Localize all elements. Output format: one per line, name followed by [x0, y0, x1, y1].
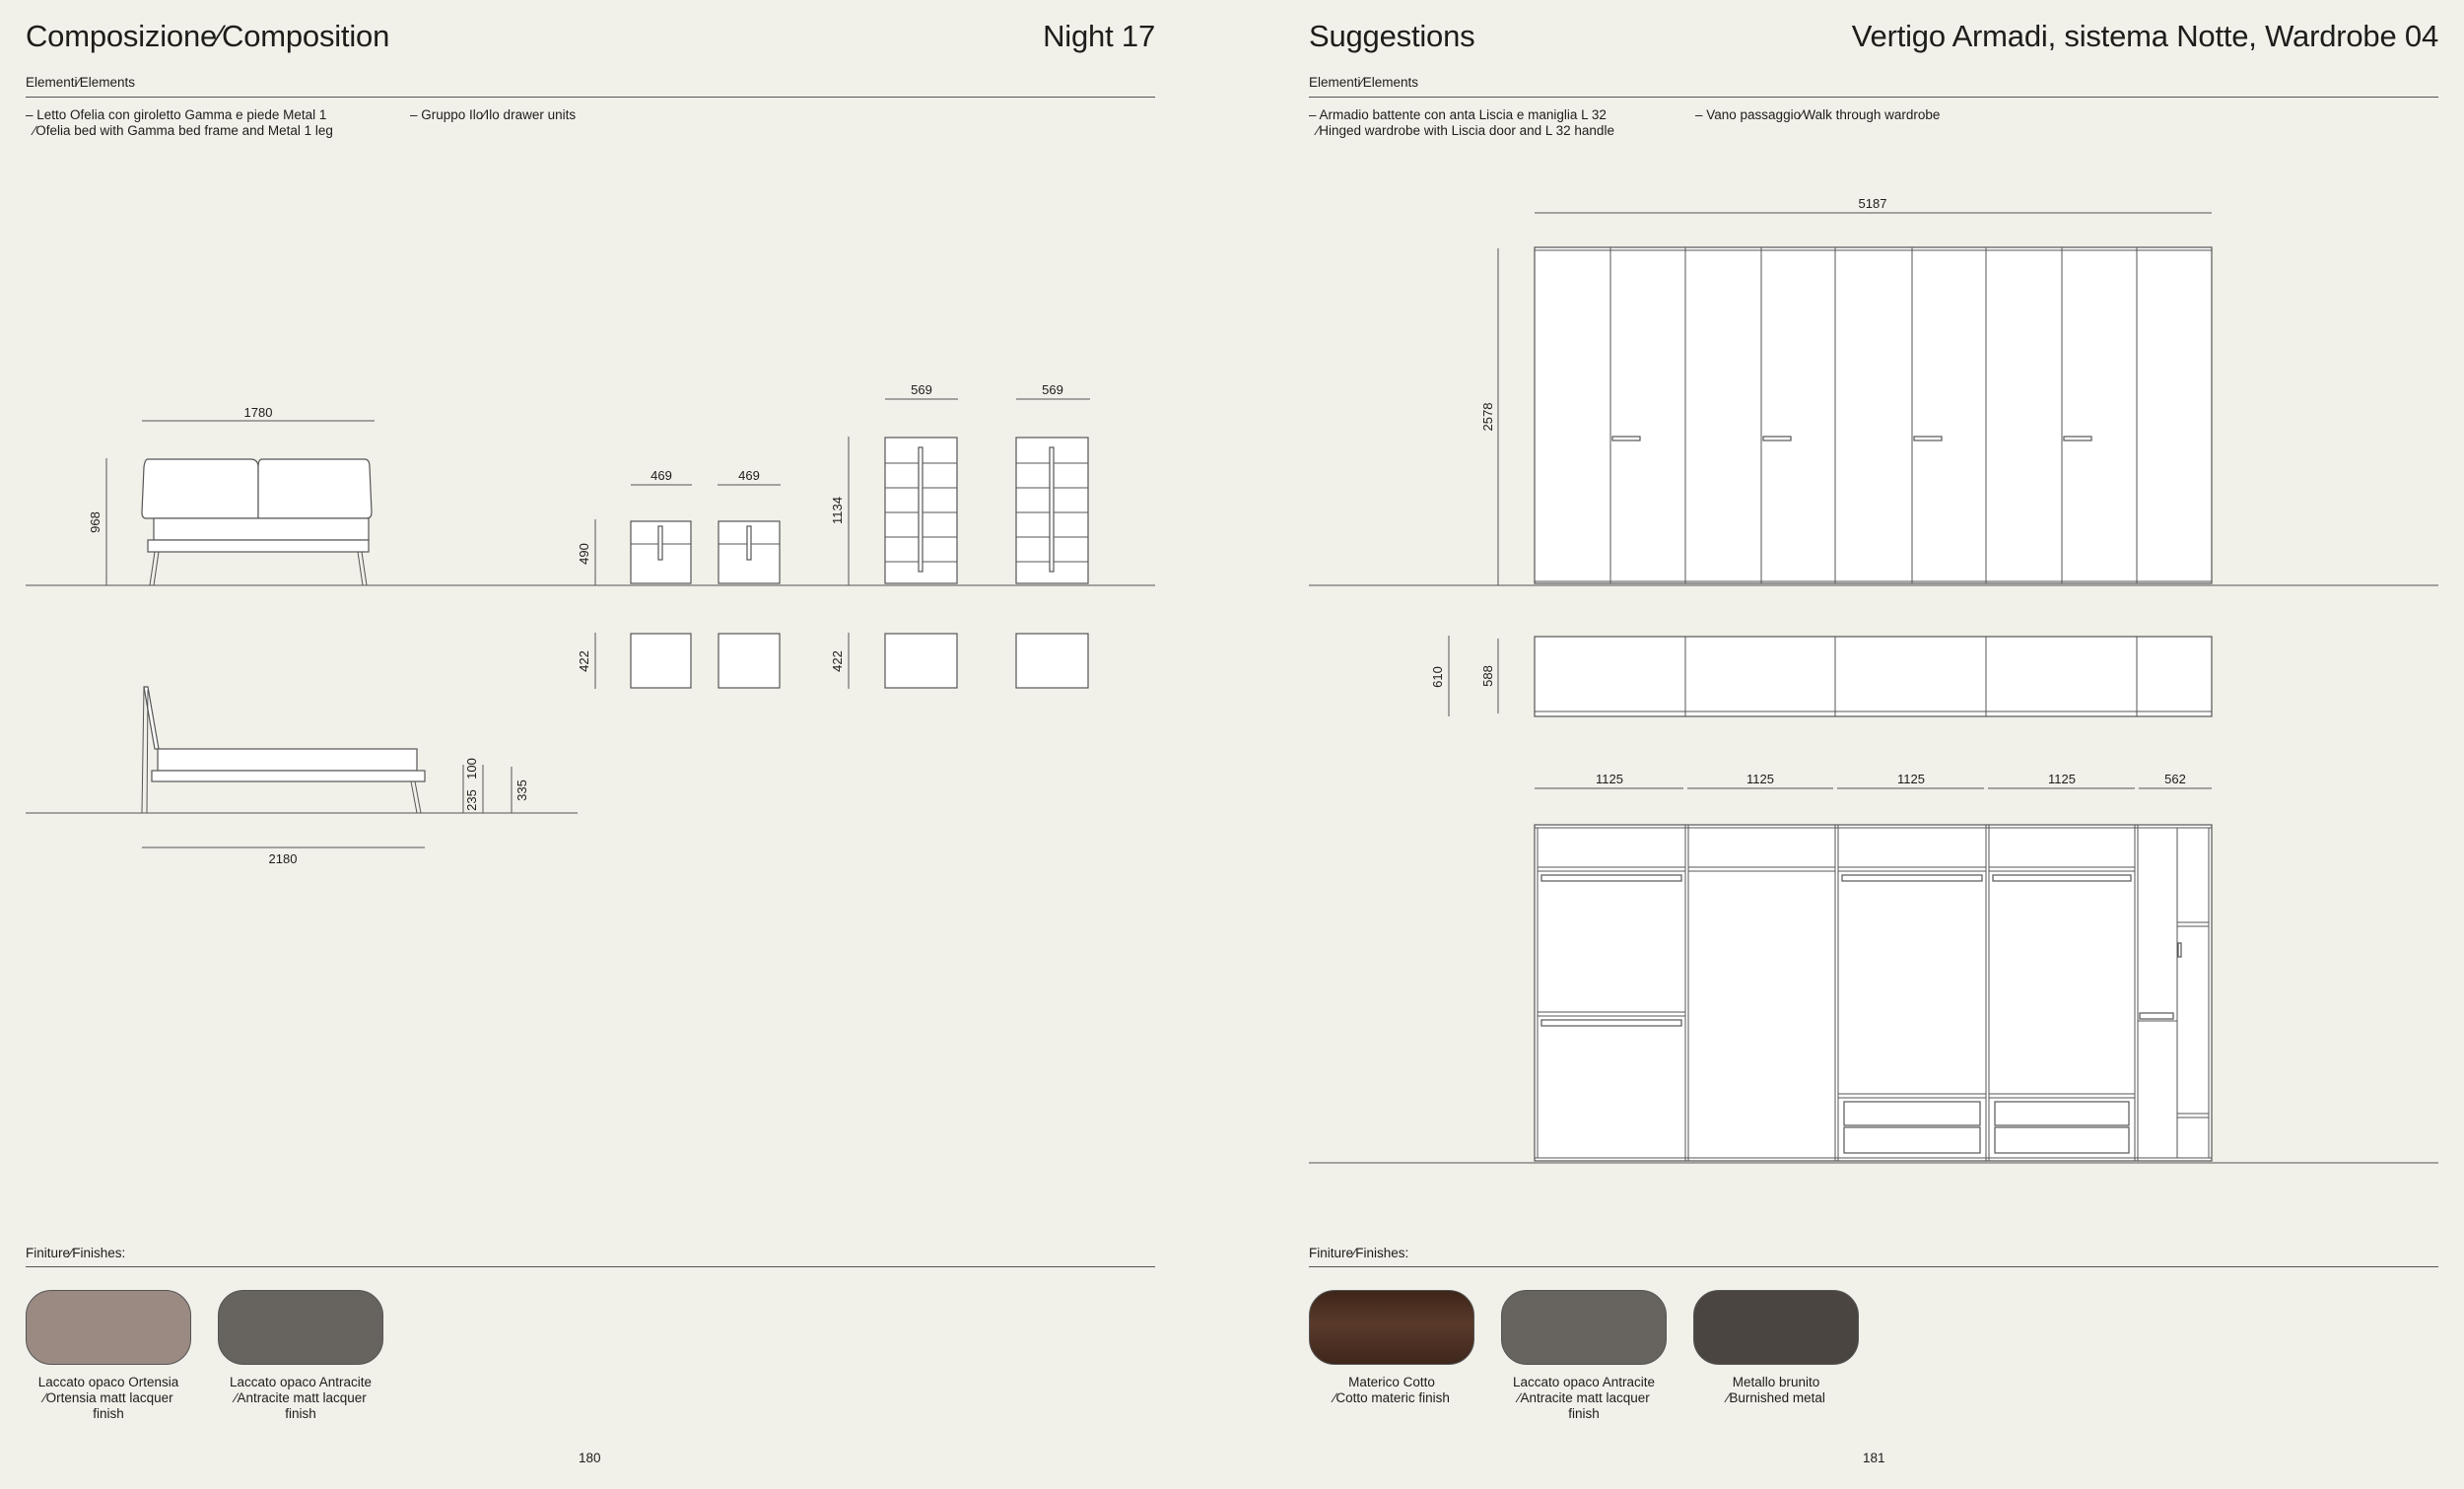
finish-label: Laccato opaco Antracite ∕Antracite matt lacquer finish: [229, 1375, 373, 1421]
product-title: Vertigo Armadi, sistema Notte, Wardrobe 04: [1851, 19, 2438, 53]
dim-chest-width: 569: [1042, 382, 1063, 397]
element-item: – Gruppo Ilo∕Ilo drawer units: [410, 107, 577, 122]
page-number-left: 180: [579, 1451, 601, 1465]
dim-bed-width: 1780: [243, 405, 273, 420]
element-item: – Vano passaggio∕Walk through wardrobe: [1695, 107, 1941, 122]
dim-module-width: 1125: [1746, 772, 1774, 786]
dim-bed-length: 2180: [268, 851, 298, 866]
elements-label-left: Elementi∕Elements: [26, 75, 136, 90]
finishes-label-right: Finiture∕Finishes:: [1309, 1246, 1409, 1260]
finish-label: Laccato opaco Ortensia ∕Ortensia matt lacquer finish: [37, 1375, 179, 1421]
dim-bed-height-detail: 335: [514, 779, 529, 801]
finish-swatch-cotto: [1309, 1290, 1474, 1365]
finish-label: Laccato opaco Antracite ∕Antracite matt lacquer finish: [1512, 1375, 1656, 1421]
finish-label: Metallo brunito ∕Burnished metal: [1727, 1375, 1825, 1405]
dim-nightstand-height: 490: [577, 543, 591, 565]
dim-module-width: 1125: [1596, 772, 1623, 786]
dim-total-width: 5187: [1858, 196, 1887, 211]
dim-module-width: 562: [2164, 772, 2186, 786]
dim-nightstand-width: 469: [650, 468, 672, 483]
dim-bed-height-detail: 100: [464, 758, 479, 779]
page-number-right: 181: [1863, 1451, 1885, 1465]
finishes-label-left: Finiture∕Finishes:: [26, 1246, 126, 1260]
dim-chest-depth: 422: [830, 650, 845, 672]
page-title-right: Suggestions: [1309, 19, 1475, 53]
page-title-left: Composizione∕Composition: [26, 19, 390, 53]
dim-module-width: 1125: [1897, 772, 1925, 786]
finish-swatch-burnished-metal: [1693, 1290, 1859, 1365]
finish-swatch-antracite: [1501, 1290, 1667, 1365]
dim-bed-height: 968: [88, 511, 103, 533]
element-item: – Letto Ofelia con giroletto Gamma e piede Metal 1 ∕Ofelia bed with Gamma bed frame and Metal 1 leg: [26, 107, 333, 138]
dim-bed-height-detail: 235: [464, 789, 479, 811]
divider: [1309, 1266, 2438, 1267]
dim-depth-outer: 610: [1430, 666, 1445, 688]
finish-label: Materico Cotto ∕Cotto materic finish: [1334, 1375, 1450, 1405]
dim-chest-height: 1134: [830, 497, 845, 524]
element-item: – Armadio battente con anta Liscia e maniglia L 32 ∕Hinged wardrobe with Liscia door and L 32 handle: [1309, 107, 1614, 138]
dim-nightstand-depth: 422: [577, 650, 591, 672]
dim-nightstand-width: 469: [738, 468, 760, 483]
dim-chest-width: 569: [911, 382, 932, 397]
elements-label-right: Elementi∕Elements: [1309, 75, 1419, 90]
composition-code: Night 17: [1043, 19, 1155, 53]
dim-depth-inner: 588: [1480, 665, 1495, 687]
dim-wardrobe-height: 2578: [1480, 402, 1495, 432]
dim-module-width: 1125: [2048, 772, 2076, 786]
